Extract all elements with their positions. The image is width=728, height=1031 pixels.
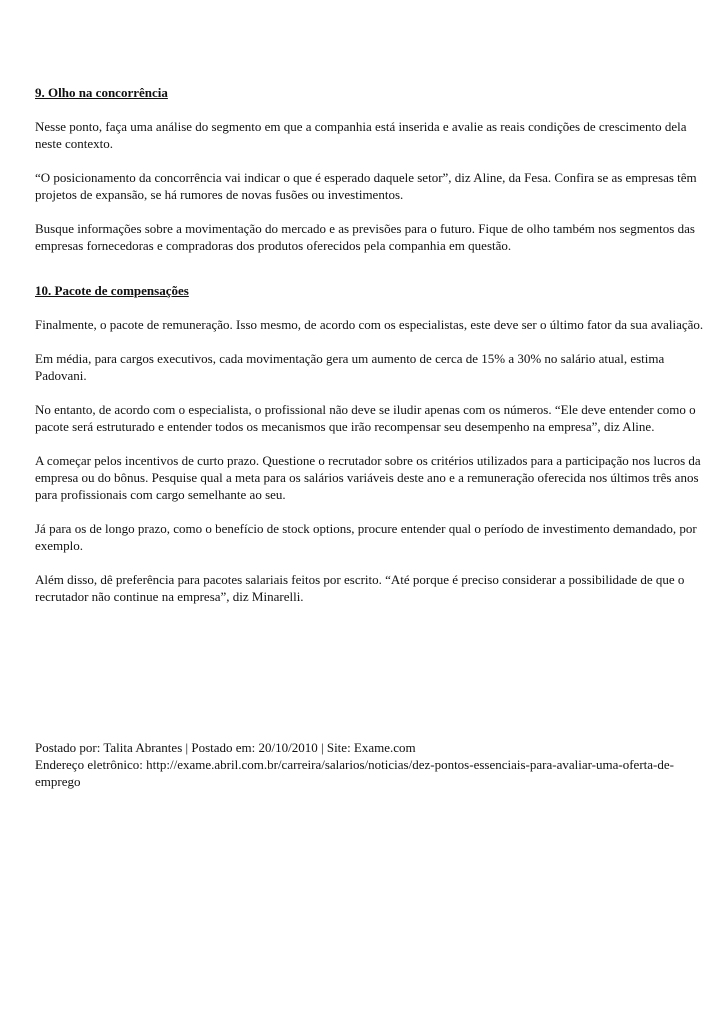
section-10-paragraph: Já para os de longo prazo, como o benefício de stock options, procure entender qual o período de investimento demandado, por exemplo.	[35, 521, 697, 553]
section-10-heading: 10. Pacote de compensações	[35, 283, 189, 298]
section-10-paragraph: A começar pelos incentivos de curto prazo. Questione o recrutador sobre os critérios utilizados para a participação nos lucros da empresa ou do bônus. Pesquise qual a meta para os salários variáveis deste ano e a remuneração oferecida nos últimos três anos para profissionais com cargo semelhante ao seu.	[35, 453, 701, 502]
section-9-paragraph: Busque informações sobre a movimentação do mercado e as previsões para o futuro. Fique de olho também nos segmentos das empresas fornecedoras e compradoras dos produtos oferecidos pela companhia em questão.	[35, 221, 695, 253]
posted-info: Postado por: Talita Abrantes | Postado em: 20/10/2010 | Site: Exame.com	[35, 740, 416, 755]
document-body	[35, 84, 707, 605]
section-9-paragraph: Nesse ponto, faça uma análise do segmento em que a companhia está inserida e avalie as reais condições de crescimento dela neste contexto.	[35, 119, 687, 151]
section-10-paragraph: Além disso, dê preferência para pacotes salariais feitos por escrito. “Até porque é preciso considerar a possibilidade de que o recrutador não continue na empresa”, diz Minarelli.	[35, 572, 685, 604]
article-footer	[35, 739, 707, 790]
section-9-paragraph: “O posicionamento da concorrência vai indicar o que é esperado daquele setor”, diz Aline, da Fesa. Confira se as empresas têm projetos de expansão, se há rumores de novas fusões ou investimentos.	[35, 170, 697, 202]
section-10-paragraph: No entanto, de acordo com o especialista, o profissional não deve se iludir apenas com os números. “Ele deve entender como o pacote será estruturado e entender todos os mecanismos que irão recompensar seu desempenho na empresa”, diz Aline.	[35, 402, 696, 434]
section-10-paragraph: Finalmente, o pacote de remuneração. Isso mesmo, de acordo com os especialistas, este deve ser o último fator da sua avaliação.	[35, 317, 704, 332]
section-9-heading: 9. Olho na concorrência	[35, 85, 168, 100]
source-address: Endereço eletrônico: http://exame.abril.com.br/carreira/salarios/noticias/dez-pontos-essenciais-para-avaliar-uma-oferta-de-emprego	[35, 757, 674, 789]
section-10-paragraph: Em média, para cargos executivos, cada movimentação gera um aumento de cerca de 15% a 30% no salário atual, estima Padovani.	[35, 351, 665, 383]
